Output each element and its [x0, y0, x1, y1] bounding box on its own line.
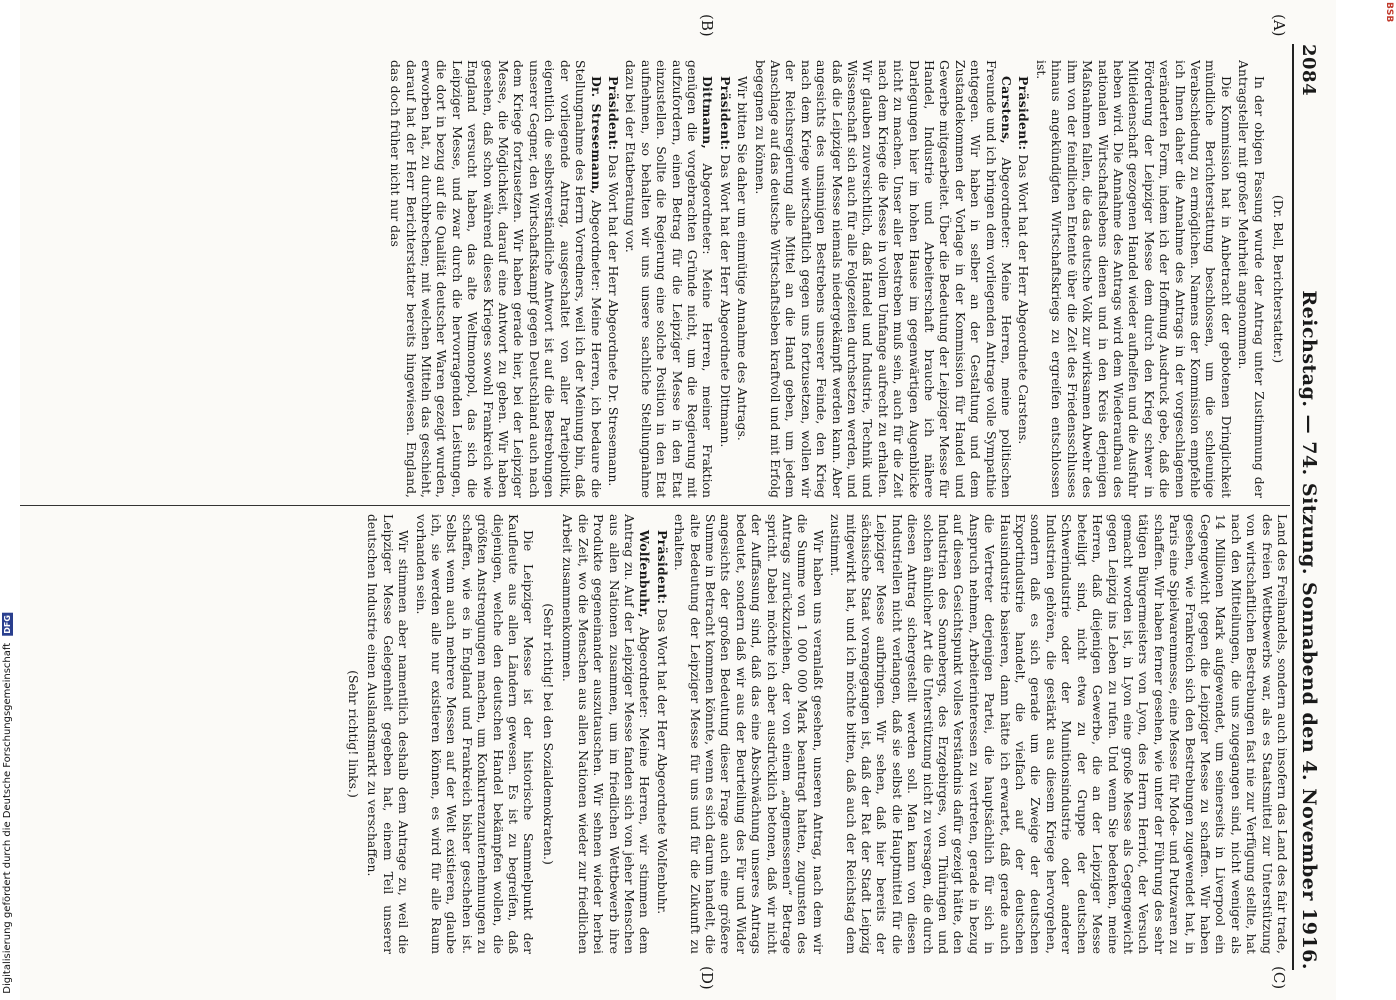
speech-text: Abgeordneter: Meine Herren, meiner Fraktion genügen die vorgebrachten Gründe nicht, um die Regierung mit aufzufordern, einen Betrag für die Leipziger Messe in den Etat einzustellen. Sollte die Regierung eine solche Position in den Etat aufnehmen, so behalten wir uns unsere sachliche Stellungnahme dazu bei der Etatberatung vor. [623, 60, 716, 498]
page-number: 2084 [1298, 44, 1319, 97]
left-column [12, 60, 1290, 498]
margin-marker-d: (D) [698, 966, 716, 990]
speech-text: Das Wort hat der Herr Abgeordnete Dr. Stresemann. [605, 154, 621, 487]
speech-text: Abgeordneter: Meine Herren, wir stimmen dem Antrag zu. Auf der Leipziger Messe fanden sich von jeher Menschen aus allen Nationen zusammen, um im friedlichen Wettbewerb ihre Produkte gegeneinander auszutauschen. Wir sehnen wieder herbei die Zeit, wo die Menschen aus allen Nationen wieder zur friedlichen Arbeit zusammenkommen. [560, 514, 653, 954]
paragraph: In der obigen Fassung wurde der Antrag unter Zustimmung der Antragsteller mit großer Mehrheit angenommen. [1236, 60, 1267, 498]
speech-paragraph [388, 60, 604, 498]
page-title: Reichstag. — 74. Sitzung. Sonnabend den 4. November 1916. [1298, 290, 1320, 970]
interjection: (Sehr richtig! links.) [346, 670, 362, 798]
speaker-name: Präsident: [717, 76, 733, 151]
paragraph: Wir stimmen aber namentlich deshalb dem Antrage zu, weil die Leipziger Messe Gelegenheit gegeben hat, einem Teil unserer deutschen Industrie einen Auslandsmarkt zu verschaffen. [365, 514, 412, 954]
speaker-name: Carstens, [999, 76, 1015, 144]
speaker-name: Präsident: [605, 76, 621, 151]
paragraph: Die Kommission hat in Anbetracht der gebotenen Dringlichkeit mündliche Berichterstattung beschlossen, um die schleunige Verabschiedung zu ermöglichen. Namens der Kommission empfehle ich Ihnen daher die Annahme des Antrags in der vorgeschlagenen veränderten Form, indem ich der Hoffnung Ausdruck gebe, daß die Förderung der Leipziger Messe dem durch den Krieg schwer in Mitleidenschaft gezogenen Handel wieder aufhelfen und die Ausfuhr heben wird. Die Annahme des Antrags wird dem Wiederaufbau des nationalen Wirtschaftslebens dienen und in den Kreis derjenigen Maßnahmen fallen, die das deutsche Volk zur wirksamen Abwehr des ihm von der feindlichen Entente über die Zeit des Friedensschlusses hinaus angekündigten Wirtschaftskriegs zu ergreifen entschlossen ist. [1033, 60, 1234, 498]
paragraph: Die Leipziger Messe ist der historische Sammelpunkt der Kaufleute aus allen Ländern gewesen. Es ist zu begreifen, daß diejenigen, welche den deutschen Handel bekämpfen wollen, die größten Anstrengungen machen, um Konkurrenzunternehmungen zu schaffen, wie es in England und Frankreich bisher geschehen ist. Selbst wenn auch mehrere Messen auf der Welt existieren, glaube ich, sie werden alle nur existieren können, es wird für alle Raum vorhanden sein. [413, 514, 537, 954]
speaker-name: Dr. Stresemann, [588, 76, 604, 195]
speech-text: Das Wort hat der Herr Abgeordnete Dittmann. [717, 154, 733, 448]
speech-paragraph [717, 60, 732, 498]
library-mark: BSB [1384, 2, 1394, 23]
speech-paragraph [752, 60, 1014, 498]
margin-marker-a: (A) [1270, 14, 1288, 37]
speech-text: Abgeordneter: Meine Herren, ich bedaure die Stellungnahme des Herrn Vorredners, weil ich der Meinung bin, daß der vorliegende Antrag, ausgeschaltet von aller Parteipolitik, eigentlich die selbstverständliche Antwort ist auf die Bestrebungen unserer Gegner, den Wirtschaftskampf gegen Deutschland auch nach dem Kriege fortzusetzen. Wir haben gerade hier, bei der Leipziger Messe, die Möglichkeit, darauf eine Antwort zu geben. Wir haben gesehen, daß schon während dieses Krieges sowohl Frankreich wie England versucht haben, das alte Weltmonopol, das sich die Leipziger Messe, und zwar durch die hervorragenden Leistungen, die dort in bezug auf die Qualität deutscher Waren gezeigt wurden, erworben hat, zu durchbrechen; mit welchen Mitteln das geschieht, darauf hat der Herr Berichterstatter bereits hingewiesen. England, das doch früher nicht nur das [388, 60, 604, 498]
interjection: (Sehr richtig! bei den Sozialdemokraten.) [540, 603, 556, 865]
right-column [12, 514, 1290, 954]
speaker-name: Dittmann, [700, 76, 716, 150]
margin-marker-c: (C) [1270, 966, 1288, 990]
speaker-name: Präsident: [654, 530, 670, 605]
funding-text: Digitalisierung gefördert durch die Deutsche Forschungsgemeinschaft [2, 643, 13, 994]
digitization-strip [0, 0, 20, 1000]
paragraph: Wir bitten Sie daher um einmütige Annahme des Antrags. [735, 76, 751, 441]
speech-paragraph [623, 60, 715, 498]
margin-marker-b: (B) [698, 14, 716, 37]
page-header [1292, 44, 1328, 970]
speech-paragraph [1016, 60, 1031, 498]
speech-paragraph [654, 514, 669, 954]
speech-text: Das Wort hat der Herr Abgeordnete Carstens. [1016, 154, 1032, 445]
dfg-logo: DFG [3, 615, 12, 634]
speech-text: Abgeordneter: Meine Herren, meine politischen Freunde und ich bringen dem vorliegenden Antrage volle Sympathie entgegen. Wir haben in selber an der Gestaltung und dem Zustandekommen der Vorlage in der Kommission für Handel und Gewerbe mitgearbeitet. Über die Bedeutung der Leipziger Messe für Handel, Industrie und Arbeiterschaft brauche ich nähere Darlegungen hier im hohen Hause im gegenwärtigen Augenblicke nicht zu machen. Unser aller Bestreben muß sein, auch für die Zeit nach dem Kriege die Messe in vollem Umfange aufrecht zu erhalten. Wir glauben zuversichtlich, daß Handel und Industrie, Technik und Wissenschaft sich auch für alle Folgezeiten durchsetzen werden, und daß die Leipziger Messe niemals niedergekämpft werden kann. Aber angesichts des unsinnigen Bestrebens unserer Feinde, den Krieg nach dem Kriege wirtschaftlich gegen uns fortzusetzen, wollen wir der Reichsregierung alle Mittel an die Hand geben, um jedem Anschlage auf das deutsche Wirtschaftsleben kraftvoll und mit Erfolg begegnen zu können. [752, 60, 1015, 498]
speech-paragraph [560, 514, 652, 954]
paragraph: Wir haben uns veranlaßt gesehen, unseren Antrag, nach dem wir die Summe von 1 000 000 Mark beantragt hatten, zugunsten des Antrags zurückzuziehen, der von einem „angemessenen“ Betrage spricht. Dabei möchte ich aber ausdrücklich betonen, daß wir nicht der Auffassung sind, daß das eine Abschwächung unseres Antrags bedeutet, sondern daß wir aus der Beurteilung des Für und Wider angesichts der großen Bedeutung dieser Frage auch eine größere Summe in Betracht kommen könnte, wenn es sich darum handelt, die alte Bedeutung der Leipziger Messe für uns und für die Zukunft zu erhalten. [672, 514, 826, 954]
speaker-name: Wolfenbuhr, [637, 530, 653, 619]
paragraph: Land des Freihandels, sondern auch insofern das Land des fair trade, des freien Wettbewerbs war, als es Staatsmittel zur Unterstützung von wirtschaftlichen Bestrebungen fast nie zur Verfügung stellte, hat nach den Mitteilungen, die uns zugegangen sind, nicht weniger als 14 Millionen Mark aufgewendet, um seinerseits in Liverpool ein Gegengewicht gegen die Leipziger Messe zu schaffen. Wir haben gesehen, wie Frankreich sich den Bestrebungen zugewendet hat, in Paris eine Spielwarenmesse, eine Messe für Mode- und Putzwaren zu schaffen. Wir haben ferner gesehen, wie unter der Führung des sehr tätigen Bürgermeisters von Lyon, des Herrn Herriot, der Versuch gemacht worden ist, in Lyon eine große Messe als Gegengewicht gegen Leipzig ins Leben zu rufen. Und wenn Sie bedenken, meine Herren, daß diejenigen Gewerbe, die an der Leipziger Messe beteiligt sind, nicht etwa zu der Gruppe der deutschen Schwerindustrie oder der Munitionsindustrie oder anderer Industrien gehören, die gestärkt aus diesem Kriege hervorgehen, sondern daß es sich gerade um die Zweige der deutschen Exportindustrie handelt, die vielfach auf der deutschen Hausindustrie basieren, dann hätte ich erwartet, daß gerade auch die Vertreter derjenigen Partei, die hauptsächlich für sich in Anspruch nehmen, Arbeiterinteressen zu vertreten, gerade in bezug auf diesen Gesichtspunkt volles Verständnis dafür gezeigt hätte, den Industrien des Sonnebergs, des Erzgebirges, von Thüringen und solchen ähnlicher Art die Unterstützung nicht zu versagen, die durch diesen Antrag sichergestellt werden soll. Man kann von diesen Industriellen nicht verlangen, daß sie selbst die Hauptmittel für die Leipziger Messe aufbringen. Wir sehen, daß hier bereits der sächsische Staat vorangegangen ist, daß der Rat der Stadt Leipzig mitgewirkt hat, und ich möchte bitten, daß auch der Reichstag dem zustimmt. [828, 514, 1290, 954]
funding-notice [2, 613, 13, 994]
speaker-name: Präsident: [1016, 76, 1032, 151]
column-divider [14, 505, 1290, 506]
speech-paragraph [606, 60, 621, 498]
paragraph: (Dr. Bell, Berichterstatter.) [1271, 194, 1286, 364]
speech-text: Das Wort hat der Herr Abgeordnete Wolfenbuhr. [654, 608, 670, 915]
